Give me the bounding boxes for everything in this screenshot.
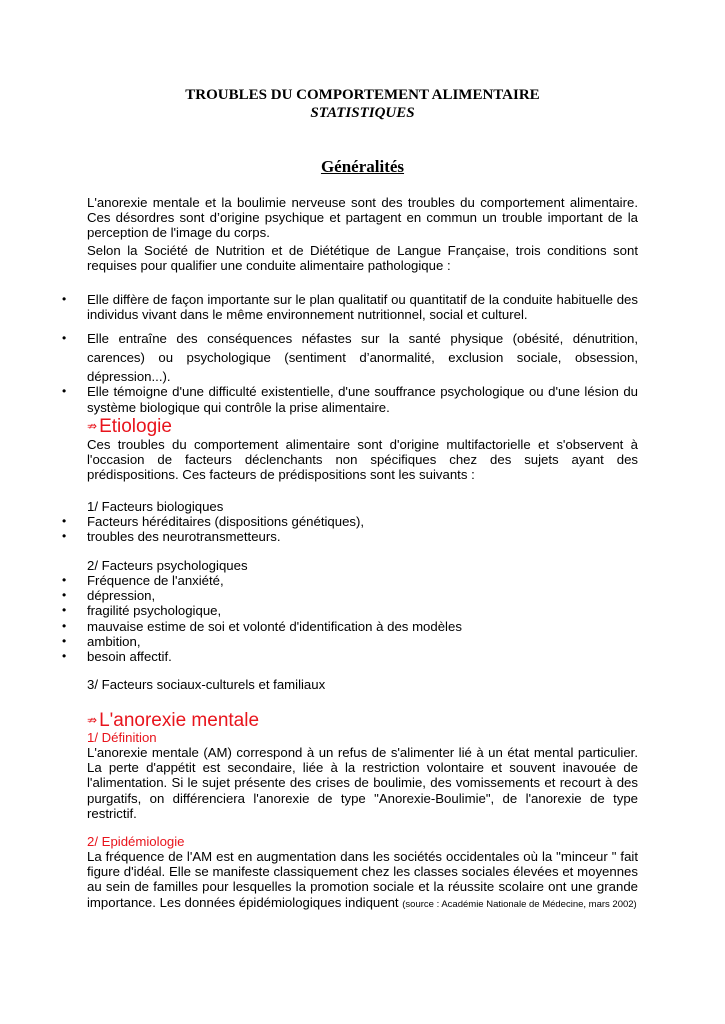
heading-etiologie xyxy=(87,415,172,438)
arrow-icon: ⇏ xyxy=(87,713,98,727)
list-item xyxy=(62,649,638,665)
list-item xyxy=(62,588,638,604)
heading-anorexie-mentale xyxy=(87,709,259,732)
bullet-icon: • xyxy=(62,573,67,587)
bullet-icon: • xyxy=(62,603,67,618)
psychologiques-list xyxy=(62,573,638,665)
list-item xyxy=(62,633,638,649)
bullet-icon: • xyxy=(62,618,67,633)
section-title-generalites: Généralités xyxy=(320,157,405,176)
generalites-criteria-paragraph: Selon la Société de Nutrition et de Diététique de Langue Française, trois conditions sont requises pour qualifier une conduite alimentaire pathologique : xyxy=(87,243,638,274)
heading-etiologie-label: Etiologie xyxy=(99,416,172,437)
item-text: dépression, xyxy=(87,588,156,604)
list-item xyxy=(62,292,638,323)
list-item xyxy=(62,529,638,545)
list-item xyxy=(62,603,638,619)
epidemiologie-paragraph xyxy=(87,849,638,912)
arrow-icon: ⇏ xyxy=(87,419,98,433)
conditions-list xyxy=(62,292,638,415)
item-text: mauvaise estime de soi et volonté d'identification à des modèles xyxy=(87,618,462,634)
subheading-epidemiologie: 2/ Epidémiologie xyxy=(87,834,185,849)
list-item xyxy=(62,514,638,529)
item-text: troubles des neurotransmetteurs. xyxy=(87,529,281,545)
bullet-icon: • xyxy=(62,384,67,399)
group-psychologiques-title: 2/ Facteurs psychologiques xyxy=(87,558,248,573)
generalites-intro-paragraph: L'anorexie mentale et la boulimie nerveuse sont des troubles du comportement alimentaire. Ces désordres sont d’origine psychique et partagent en commun un trouble important de la perception de l'image du corps. xyxy=(87,195,638,241)
bullet-icon: • xyxy=(62,292,67,306)
condition-text: Elle diffère de façon importante sur le plan qualitatif ou quantitatif de la conduite habituelle des individus vivant dans le même environnement nutritionnel, social et culturel. xyxy=(87,292,638,323)
bullet-icon: • xyxy=(62,633,67,648)
subheading-definition: 1/ Définition xyxy=(87,730,157,745)
epidemiologie-text: La fréquence de l'AM est en augmentation dans les sociétés occidentales où la "minceur " fait figure d'idéal. Elle se manifeste classiquement chez les classes sociales élevées et moyennes au sein de familles pour lesquelles la promotion sociale et la réussite scolaire ont une grande importance. Les données épidémiologiques indiquent xyxy=(87,849,638,910)
heading-anorexie-label: L'anorexie mentale xyxy=(99,710,260,731)
item-text: fragilité psychologique, xyxy=(87,603,222,619)
biologiques-list xyxy=(62,514,638,545)
condition-text: Elle témoigne d'une difficulté existentielle, d'une souffrance psychologique ou d'une lésion du système biologique qui contrôle la prise alimentaire. xyxy=(87,384,638,415)
definition-paragraph: L'anorexie mentale (AM) correspond à un refus de s'alimenter lié à un état mental particulier. La perte d'appétit est secondaire, liée à la restriction volontaire et souvent inavouée de l'alimentation. Si le sujet présente des crises de boulimie, des vomissements et recourt à des purgatifs, on différenciera l'anorexie de type "Anorexie-Boulimie", de l'anorexie de type restrictif. xyxy=(87,745,638,821)
bullet-icon: • xyxy=(62,514,67,528)
list-item xyxy=(62,329,638,386)
bullet-icon: • xyxy=(62,529,67,544)
item-text: Facteurs héréditaires (dispositions génétiques), xyxy=(87,514,365,529)
item-text: besoin affectif. xyxy=(87,649,172,665)
list-item xyxy=(62,618,638,634)
list-item xyxy=(62,384,638,415)
etiologie-intro-paragraph: Ces troubles du comportement alimentaire sont d'origine multifactorielle et s'observent à l'occasion de facteurs déclenchants non spécifiques chez des sujets ayant des prédispositions. Ces facteurs de prédispositions sont les suivants : xyxy=(87,437,638,483)
bullet-icon: • xyxy=(62,588,67,603)
bullet-icon: • xyxy=(62,649,67,664)
item-text: ambition, xyxy=(87,633,141,649)
document-title: TROUBLES DU COMPORTEMENT ALIMENTAIRE xyxy=(185,87,540,103)
item-text: Fréquence de l'anxiété, xyxy=(87,573,224,588)
document-subtitle: STATISTIQUES xyxy=(310,105,415,121)
group-biologiques-title: 1/ Facteurs biologiques xyxy=(87,499,224,514)
condition-text: Elle entraîne des conséquences néfastes sur la santé physique (obésité, dénutrition, carences) ou psychologique (sentiment d’anormalité, exclusion sociale, obsession, dépression...). xyxy=(87,331,638,385)
group-sociaux-title: 3/ Facteurs sociaux-culturels et familiaux xyxy=(87,677,326,692)
source-note: (source : Académie Nationale de Médecine, mars 2002) xyxy=(402,898,637,910)
bullet-icon: • xyxy=(62,331,67,346)
list-item xyxy=(62,573,638,588)
